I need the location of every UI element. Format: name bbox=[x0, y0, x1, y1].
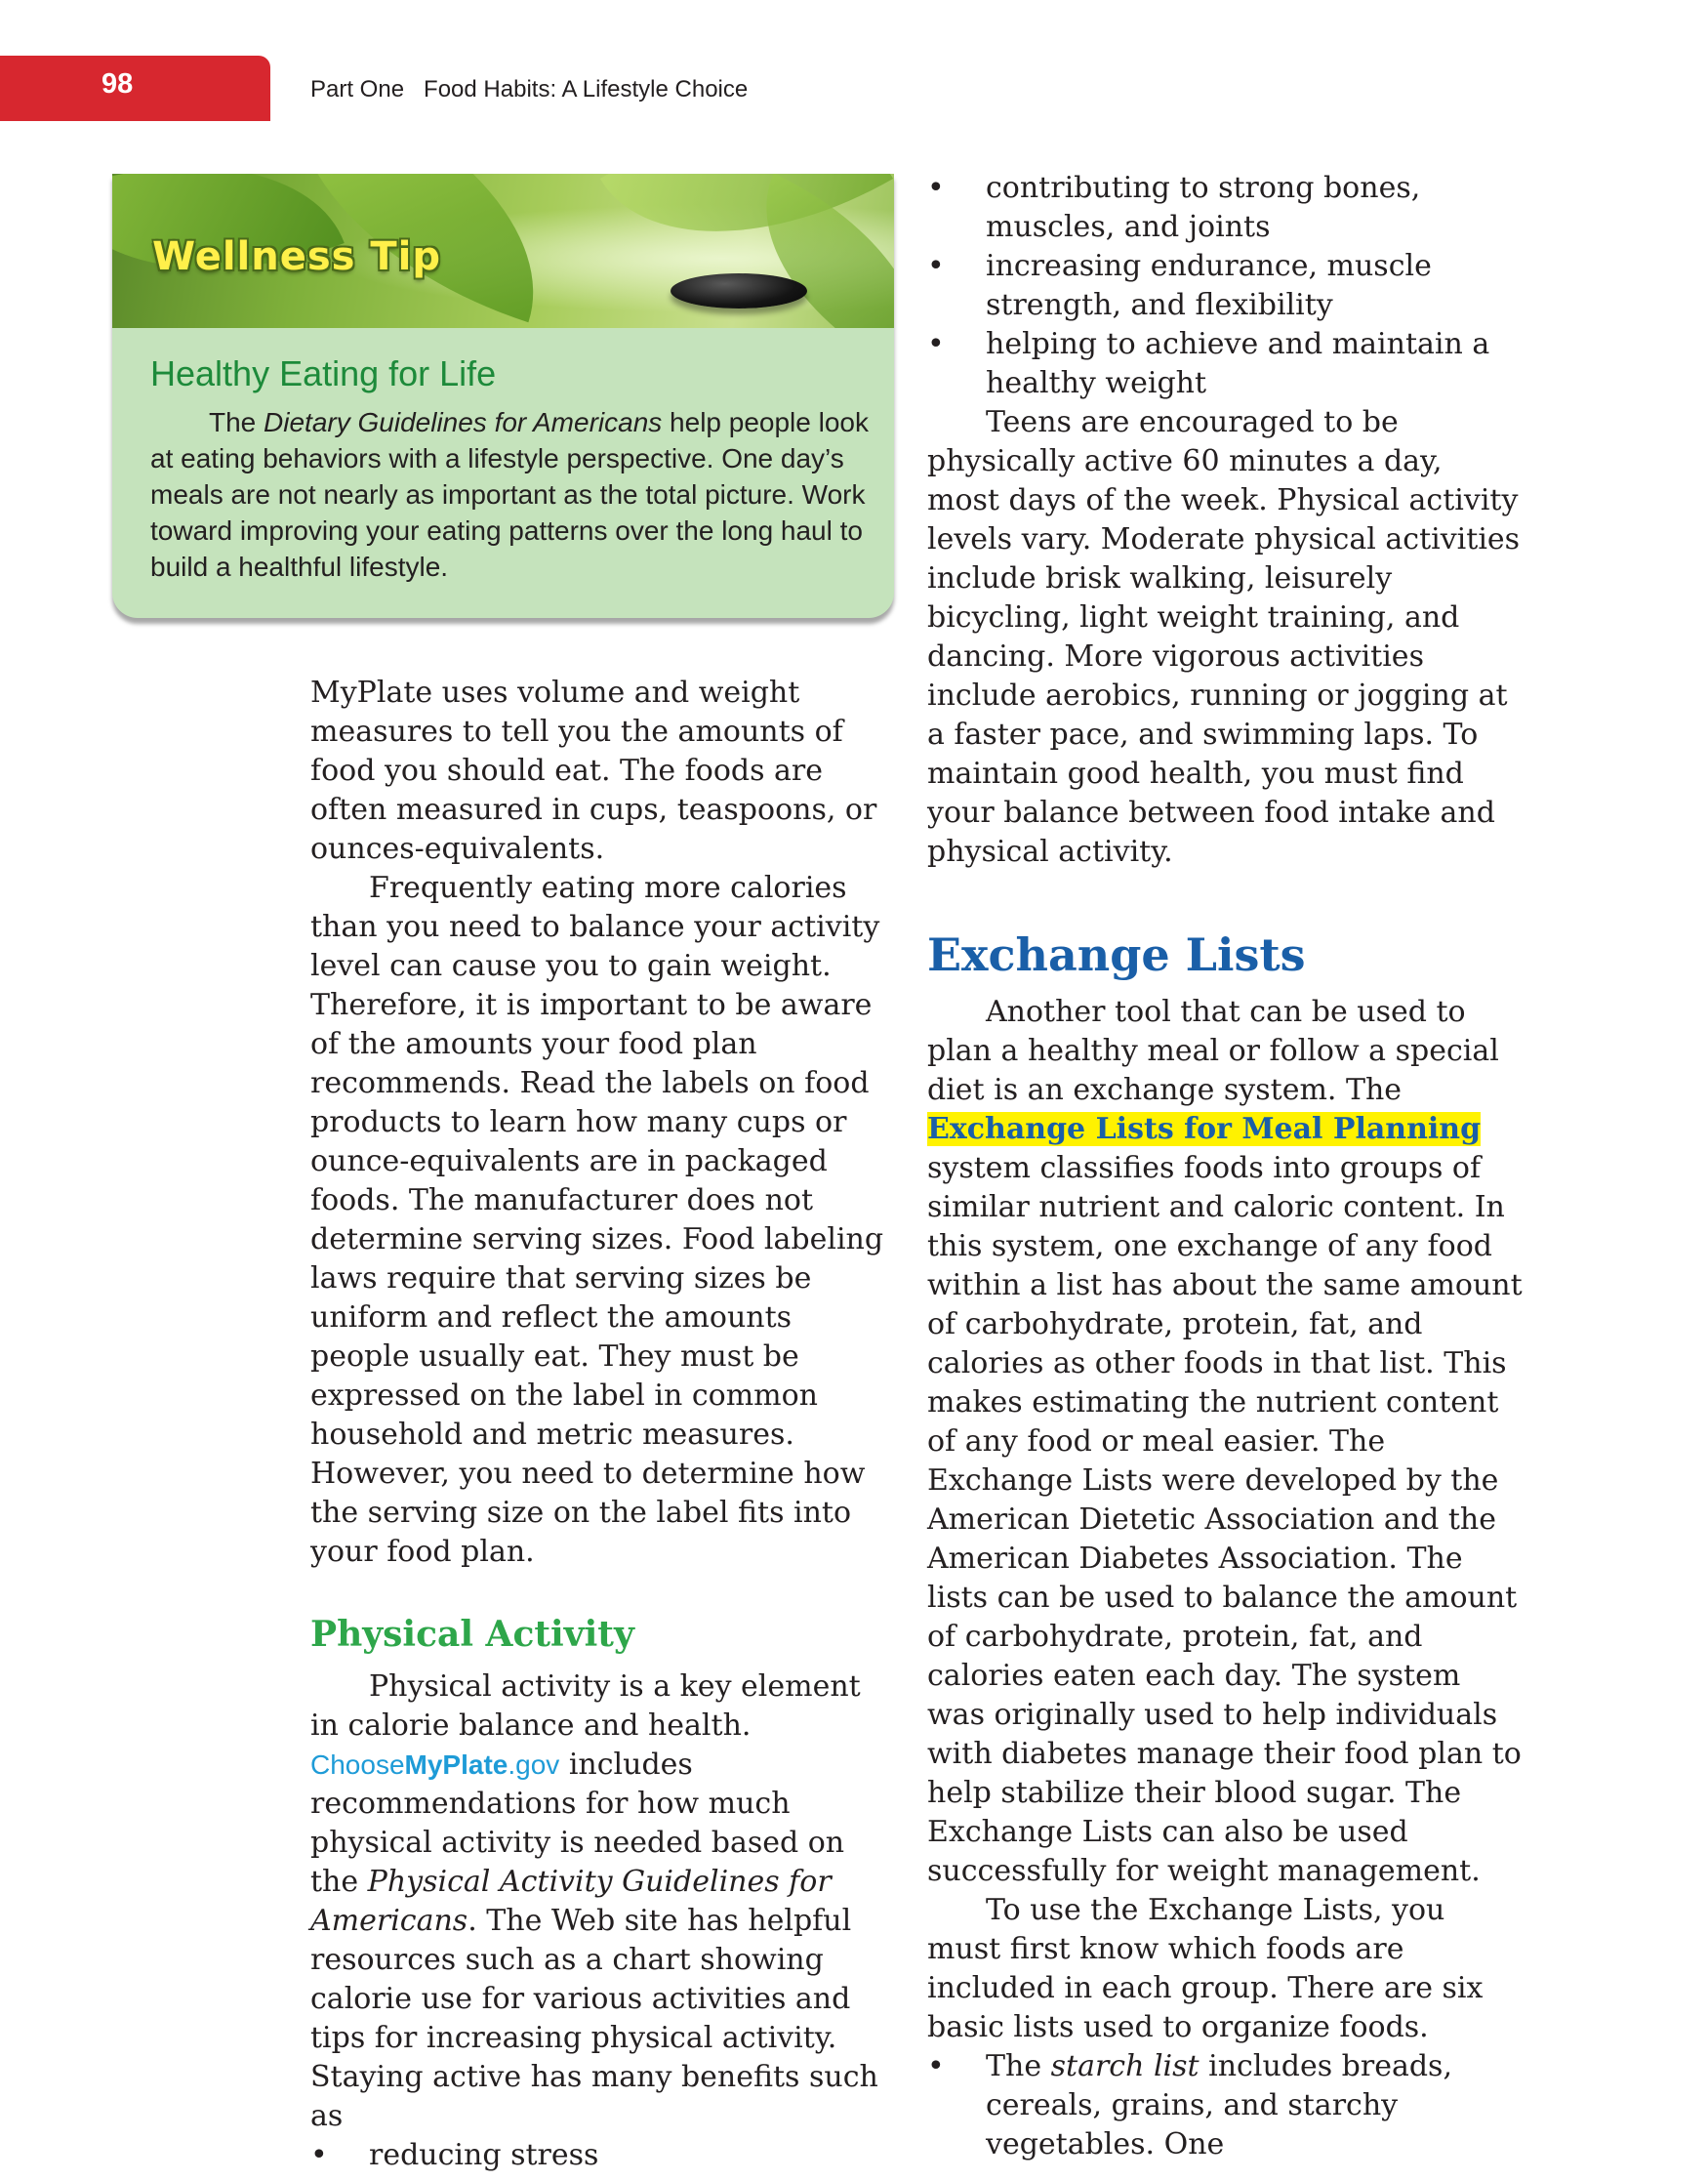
chapter-title: Food Habits: A Lifestyle Choice bbox=[424, 76, 749, 103]
paragraph-exchange-system bbox=[927, 993, 1523, 1891]
paragraph-calories: Frequently eating more calories than you need to balance your activity level can cause you to gain weight. Therefore, it is important to be aware of the amounts your food plan recommends. Read the labels on food products to learn how many cups or ounce-equivalents are in packaged foods. The manufacturer does not determine serving sizes. Food labeling laws require that serving sizes be uniform and reflect the amounts people usually eat. They must be expressed on the label in common household and metric measures. However, you need to determine how the serving size on the label fits into your food plan. bbox=[310, 871, 884, 1569]
exchange-lists-list bbox=[927, 2047, 1523, 2164]
link-prefix: Choose bbox=[310, 1749, 405, 1780]
tip-body-intro: The bbox=[209, 407, 264, 437]
tip-body-italic: Dietary Guidelines for Americans bbox=[264, 407, 663, 437]
wellness-tip-heading: Healthy Eating for Life bbox=[150, 353, 497, 393]
wellness-tip-body bbox=[150, 404, 873, 585]
wellness-tip-box bbox=[112, 174, 894, 618]
page-number-tab bbox=[0, 56, 270, 121]
paragraph-use-lists: To use the Exchange Lists, you must first know which foods are included in each group. There are six basic lists used to organize foods. bbox=[927, 1893, 1484, 2044]
right-column bbox=[927, 169, 1523, 2164]
choosemyplate-link[interactable] bbox=[310, 1749, 559, 1780]
page-number: 98 bbox=[102, 68, 134, 100]
paragraph-myplate: MyPlate uses volume and weight measures to tell you the amounts of food you should eat. The foods are often measured in cups, teaspoons, or ounces-equivalents. bbox=[310, 676, 877, 866]
stone-graphic bbox=[671, 273, 807, 309]
exchange-text-start: Another tool that can be used to plan a healthy meal or follow a special diet is an exchange system. The bbox=[927, 995, 1499, 1107]
starch-text-rest: includes breads, cereals, grains, and starchy vegetables. One bbox=[986, 2049, 1452, 2161]
paragraph-teens-activity: Teens are encouraged to be physically active 60 minutes a day, most days of the week. Physical activity levels vary. Moderate physical activities include brisk walking, leisurely bicycling, light weight training, and dancing. More vigorous activities include aerobics, running or jogging at a faster pace, and swimming laps. To maintain good health, you must find your balance between food intake and physical activity. bbox=[927, 405, 1521, 869]
list-item: • contributing to strong bones, muscles, and joints bbox=[927, 169, 1523, 247]
physical-text-mid: includes recommendations for how much physical activity is needed based on the bbox=[310, 1748, 845, 1899]
paragraph-physical-activity bbox=[310, 1667, 896, 2136]
benefits-list-left bbox=[310, 2136, 896, 2175]
benefits-list-right bbox=[927, 169, 1523, 403]
exchange-text-rest: system classifies foods into groups of similar nutrient and caloric content. In this system, one exchange of any food within a list has about the same amount of carbohydrate, protein, fat, and calories as other foods in that list. This makes estimating the nutrient content of any food or meal easier. The Exchange Lists were developed by the American Dietetic Association and the American Diabetes Association. The lists can be used to balance the amount of carbohydrate, protein, fat, and calories eaten each day. The system was originally used to help individuals with diabetes manage their food plan to help stabilize their blood sugar. The Exchange Lists can also be used successfully for weight management. bbox=[927, 1151, 1523, 1888]
section-heading-exchange-lists: Exchange Lists bbox=[927, 928, 1306, 981]
link-bold: MyPlate bbox=[404, 1749, 508, 1780]
starch-text-start: The bbox=[986, 2049, 1051, 2083]
section-heading-physical-activity: Physical Activity bbox=[310, 1614, 634, 1655]
starch-list-term: starch list bbox=[1050, 2049, 1200, 2083]
wellness-tip-title: Wellness Tip bbox=[152, 234, 442, 279]
physical-text-end: . The Web site has helpful resources such as a chart showing calorie use for various activities and tips for increasing physical activity. Staying active has many benefits such as bbox=[310, 1904, 878, 2133]
link-suffix: .gov bbox=[508, 1749, 560, 1780]
list-item: • reducing stress bbox=[310, 2136, 896, 2175]
physical-guidelines-title: Physical Activity Guidelines for Americans bbox=[310, 1865, 832, 1938]
part-label: Part One bbox=[310, 76, 405, 103]
key-term-highlight: Exchange Lists for Meal Planning bbox=[927, 1112, 1482, 1146]
physical-text-start: Physical activity is a key element in calorie balance and health. bbox=[310, 1669, 861, 1743]
list-item: • increasing endurance, muscle strength, and flexibility bbox=[927, 247, 1523, 325]
list-item: • helping to achieve and maintain a healthy weight bbox=[927, 325, 1523, 403]
running-head bbox=[310, 76, 748, 103]
left-column bbox=[310, 674, 896, 2175]
wellness-tip-banner-image bbox=[112, 174, 894, 328]
list-item bbox=[927, 2047, 1523, 2164]
tip-body-rest: help people look at eating behaviors with a lifestyle perspective. One day’s meals are not nearly as important as the total picture. Work toward improving your eating patterns over the long haul to build a healthful lifestyle. bbox=[150, 407, 869, 582]
